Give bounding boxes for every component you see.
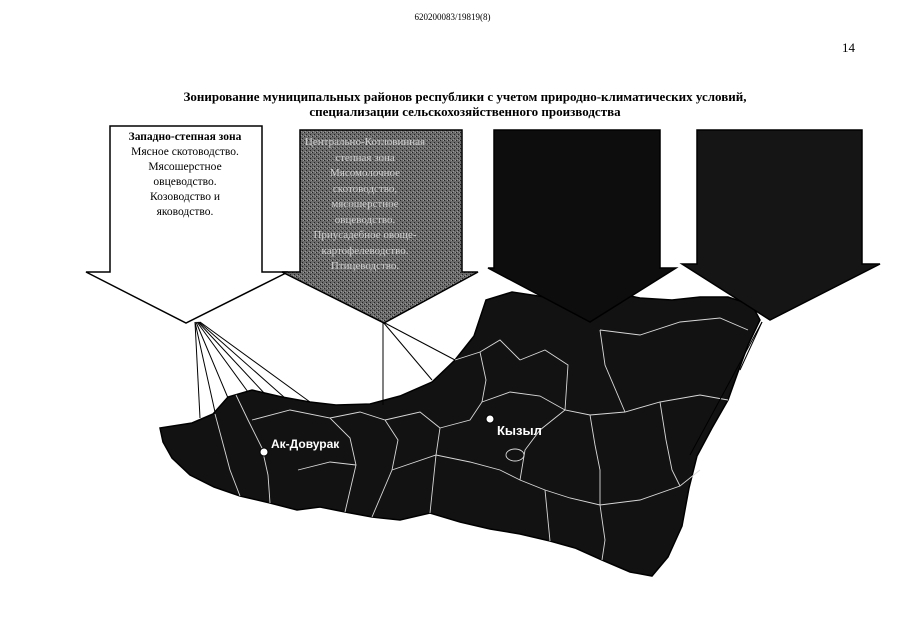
zone1-line: яководство. — [156, 206, 214, 218]
zone2-text — [300, 135, 430, 275]
zone2-line: Центрально-Котловинная — [304, 136, 426, 148]
page-number: 14 — [842, 40, 855, 55]
city-label-ak-dovurak: Ак-Довурак — [271, 437, 340, 451]
city-label-kyzyl: Кызыл — [497, 423, 542, 438]
zone2-line: Птицеводство. — [330, 260, 400, 272]
zone1-line: Козоводство и — [150, 191, 220, 203]
zone1-line: овцеводство. — [153, 176, 217, 188]
map-title-line1: Зонирование муниципальных районов республики с учетом природно-климатических условий, — [183, 89, 747, 104]
zone1-text — [112, 130, 258, 220]
zone1-line: Мясошерстное — [148, 161, 222, 173]
zone2-line: Мясомолочное — [330, 167, 400, 179]
republic-map-outline — [160, 292, 760, 576]
zone2-line: картофелеводство. — [321, 244, 409, 257]
city-marker-kyzyl — [486, 415, 494, 423]
city-marker-ak-dovurak — [260, 448, 268, 456]
zone2-line: Приусадебное овоще- — [313, 229, 417, 241]
zone1-line: Мясное скотоводство. — [131, 146, 239, 158]
zone2-line: овцеводство. — [334, 213, 396, 226]
zone1-name: Западно-степная зона — [128, 131, 242, 143]
zone2-line: скотоводство, — [332, 182, 398, 195]
zone4-arrow — [682, 130, 880, 320]
map-title-line2: специализации сельскохозяйственного производства — [309, 104, 621, 119]
document-id: 620200083/19819(8) — [414, 12, 491, 22]
zone2-line: степная зона — [335, 151, 395, 164]
zone2-line: мясошерстное — [331, 198, 399, 210]
